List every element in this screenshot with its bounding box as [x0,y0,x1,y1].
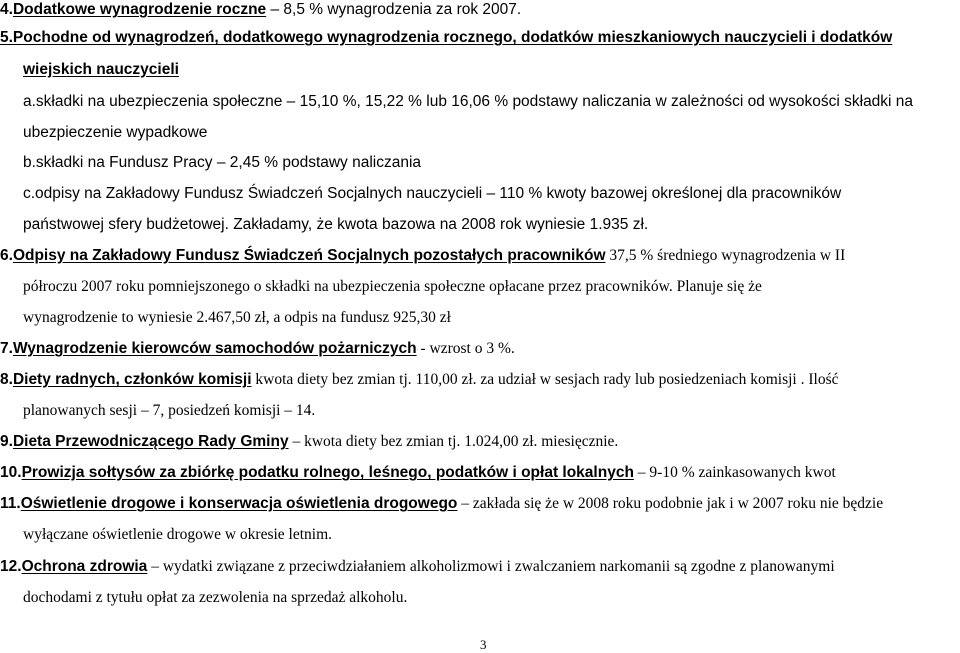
item-10 [0,463,836,483]
item-6-line3: wynagrodzenie to wyniesie 2.467,50 zł, a odpis na fundusz 925,30 zł [23,309,451,326]
item-10-text: – 9-10 % zainkasowanych kwot [633,464,836,481]
item-9-title: Dieta Przewodniczącego Rady Gminy [12,433,289,450]
item-6-line1 [0,246,845,266]
item-5-title-line1: 5.Pochodne od wynagrodzeń, dodatkowego wynagrodzenia rocznego, dodatków mieszkaniowych nauczycieli i dodatków [0,29,893,46]
item-12-number: 12. [0,558,22,575]
item-11-line1 [0,494,883,514]
item-5c-line2: państwowej sfery budżetowej. Zakładamy, że kwota bazowa na 2008 rok wyniesie 1.935 zł. [23,216,649,233]
item-7-text: - wzrost o 3 %. [416,340,515,357]
item-9-number: 9. [0,433,13,450]
item-12-title: Ochrona zdrowia [21,558,148,575]
item-11-text: – zakłada się że w 2008 roku podobnie jak i w 2007 roku nie będzie [457,495,884,512]
item-12-text: – wydatki związane z przeciwdziałaniem alkoholizmowi i zwalczaniem narkomanii są zgodne z planowanymi [147,558,835,575]
item-11-number: 11. [0,495,21,512]
item-12-line1 [0,557,835,577]
item-8-title: Diety radnych, członków komisji [12,371,252,388]
item-4-title: Dodatkowe wynagrodzenie roczne [12,1,267,18]
item-8-line2: planowanych sesji – 7, posiedzeń komisji – 14. [23,402,316,419]
item-11-title: Oświetlenie drogowe i konserwacja oświetlenia drogowego [20,495,458,512]
item-10-number: 10. [0,464,22,481]
item-8-number: 8. [0,371,13,388]
item-9 [0,432,618,452]
item-8-line1 [0,370,839,390]
item-12-line2: dochodami z tytułu opłat za zezwolenia na sprzedaż alkoholu. [23,589,408,606]
item-5a-line1: a.składki na ubezpieczenia społeczne – 15,10 %, 15,22 % lub 16,06 % podstawy naliczania w zależności od wysokości składki na [23,93,914,110]
item-7-title: Wynagrodzenie kierowców samochodów pożarniczych [12,340,417,357]
page-number: 3 [480,637,487,652]
item-7-number: 7. [0,340,13,357]
item-4 [0,0,521,20]
item-10-title: Prowizja sołtysów za zbiórkę podatku rolnego, leśnego, podatków i opłat lokalnych [21,464,634,481]
item-4-text: – 8,5 % wynagrodzenia za rok 2007. [266,1,522,18]
item-5a-line2: ubezpieczenie wypadkowe [23,124,208,141]
item-5-title-line2: wiejskich nauczycieli [23,61,179,78]
item-7 [0,339,515,359]
item-8-text: kwota diety bez zmian tj. 110,00 zł. za udział w sesjach rady lub posiedzeniach komisji . Ilość [251,371,839,388]
item-4-number: 4. [0,1,13,18]
item-6-text: 37,5 % średniego wynagrodzenia w II [605,247,846,264]
item-5b: b.składki na Fundusz Pracy – 2,45 % podstawy naliczania [23,154,422,171]
item-6-line2: półroczu 2007 roku pomniejszonego o składki na ubezpieczenia społeczne opłacane przez pracowników. Planuje się że [23,278,762,295]
item-6-number: 6. [0,247,13,264]
item-11-line2: wyłączane oświetlenie drogowe w okresie letnim. [23,526,333,543]
item-6-title: Odpisy na Zakładowy Fundusz Świadczeń Socjalnych pozostałych pracowników [12,247,606,264]
item-5c-line1: c.odpisy na Zakładowy Fundusz Świadczeń Socjalnych nauczycieli – 110 % kwoty bazowej określonej dla pracowników [23,185,842,202]
item-9-text: – kwota diety bez zmian tj. 1.024,00 zł. miesięcznie. [288,433,619,450]
